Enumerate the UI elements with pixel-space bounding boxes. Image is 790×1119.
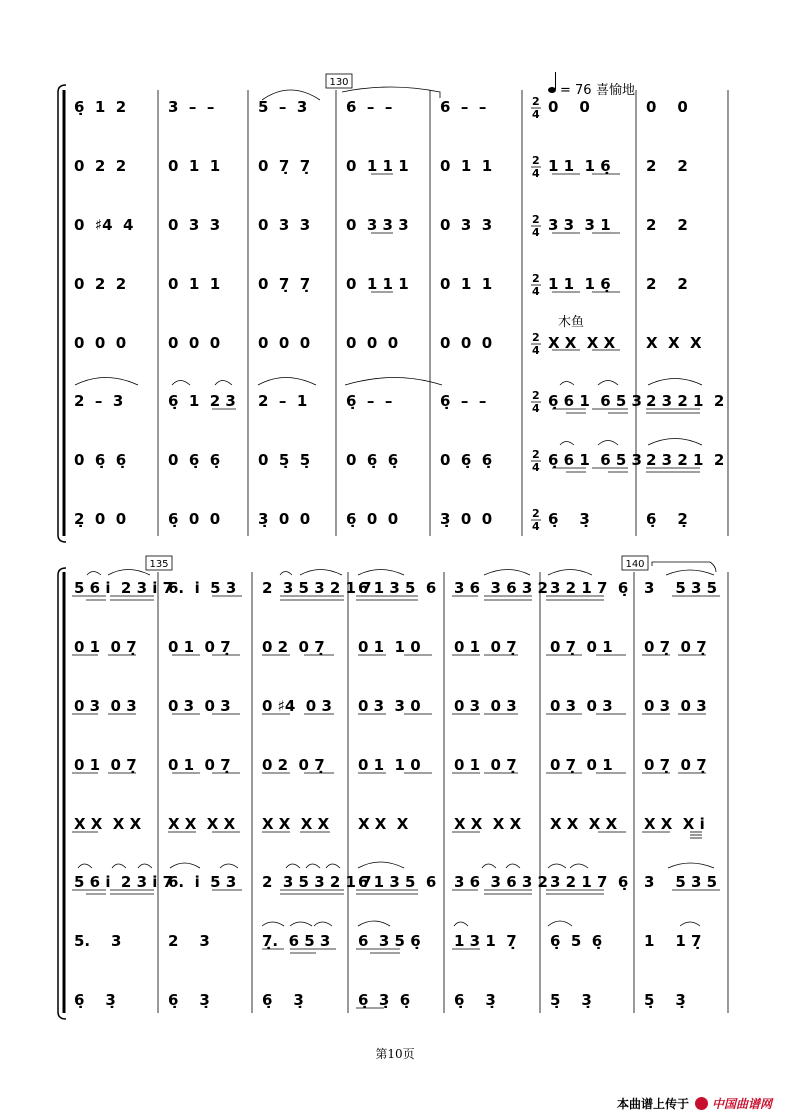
note-cell: 0 7̣ 0 7̣ [644, 756, 707, 774]
note-cell: 6̣ 3̣ [262, 991, 304, 1009]
note-cell: 6̣ 1 2 [74, 98, 127, 116]
time-signature-bottom: 4 [532, 108, 540, 121]
site-logo-icon [695, 1097, 708, 1110]
note-cell: 0 1 1 [440, 275, 493, 293]
note-cell: 0 3 0 3 [454, 697, 517, 715]
note-cell: 3 5 3 5 [644, 873, 718, 891]
time-signature-top: 2 [532, 448, 540, 461]
note-cell: 0 0 0 [258, 334, 311, 352]
note-cell: 5 – 3 [258, 98, 308, 116]
note-cell: X X X X [548, 334, 616, 352]
note-cell: 6̣ 0 0 [168, 510, 221, 528]
note-cell: 0 1 0 7̣ [168, 756, 231, 774]
note-cell: 6 3 5 6̣ [358, 932, 421, 950]
time-signature-bottom: 4 [532, 344, 540, 357]
note-cell: 2 3 [168, 932, 210, 950]
note-cell: 6̣ 3̣ [168, 991, 210, 1009]
time-signature-top: 2 [532, 507, 540, 520]
time-signature-top: 2 [532, 213, 540, 226]
instrument-label-muyu: 木鱼 [558, 315, 585, 330]
note-cell: 0 5̣ 5̣ [258, 451, 311, 469]
note-cell: 0 7̣ 0 1 [550, 638, 613, 656]
note-cell: 0 1 0 7̣ [454, 756, 517, 774]
note-cell: X X X X [262, 815, 330, 833]
note-cell: 0 7̣ 7̣ [258, 275, 311, 293]
note-cell: 3 3 3 1 [548, 216, 611, 234]
note-cell: 0 1 1 0 [358, 756, 421, 774]
note-cell: 6̣ 1 2 3 [168, 392, 236, 410]
system-1 [58, 85, 728, 542]
note-cell: 6̣ 0 0 [346, 510, 399, 528]
note-cell: 0 1 1 [440, 157, 493, 175]
measure-number-130: 130 [329, 77, 349, 88]
note-cell: 5̣ 3̣ [550, 991, 592, 1009]
note-cell: 6 – – [346, 98, 393, 116]
note-cell: 5̣ 3̣ [644, 991, 686, 1009]
tempo-mark: = 76 [560, 83, 592, 98]
note-cell: 0 7̣ 7̣ [258, 157, 311, 175]
note-cell: 2 2 [646, 157, 688, 175]
note-cell: 6. i 5 3 [168, 579, 237, 597]
note-cell: 2 3 2 1 2 [646, 392, 725, 410]
system-2 [58, 562, 728, 1019]
site-prefix: 本曲谱上传于 [616, 1097, 689, 1111]
time-signature-bottom: 4 [532, 461, 540, 474]
note-cell: 0 3 3 0 [358, 697, 421, 715]
measure-number-135: 135 [149, 559, 169, 570]
note-cell: 1 1 7̣ [644, 932, 702, 950]
note-cell: 5. 3 [74, 932, 122, 950]
note-cell: 2 – 1 [258, 392, 308, 410]
note-cell: 0 3 0 3 [74, 697, 137, 715]
note-cell: 0 0 0 [168, 334, 221, 352]
note-cell: X X X X [168, 815, 236, 833]
note-cell: 0 1 0 7̣ [168, 638, 231, 656]
note-cell: 2 3 5 3 2 1 7 [262, 873, 372, 891]
note-cell: X X X X [550, 815, 618, 833]
note-cell: X X X X [74, 815, 142, 833]
note-cell: 6̣ 6 1 6 5 3 [548, 451, 642, 469]
note-cell: 2 3 2 1 2 [646, 451, 725, 469]
note-cell: 0 1 1 0 [358, 638, 421, 656]
note-cell: 1 1 1 6̣ [548, 275, 611, 293]
note-cell: 6̣ 6 1 6 5 3 [548, 392, 642, 410]
note-cell: 6̣ 3̣ 6̣ [358, 991, 411, 1009]
time-signature-bottom: 4 [532, 226, 540, 239]
time-signature-top: 2 [532, 389, 540, 402]
note-cell: 3 6 3 6 3 2 [454, 873, 548, 891]
note-cell: 0 1 1 [168, 275, 221, 293]
note-cell: 2̣ 0 0 [74, 510, 127, 528]
note-cell: 6 1 3 5 6 [358, 873, 437, 891]
note-cell: 2 3 5 3 2 1 7 [262, 579, 372, 597]
note-cell: 2 2 [646, 275, 688, 293]
note-cell: 0 1 0 7̣ [454, 638, 517, 656]
note-cell: 0 ♯4 4 [74, 216, 134, 234]
tempo-expression: 喜愉地 [596, 83, 636, 98]
time-signature-top: 2 [532, 95, 540, 108]
note-cell: 1 3 1 7̣ [454, 932, 517, 950]
note-cell: X X X X [454, 815, 522, 833]
note-cell: 0 7̣ 0 7̣ [644, 638, 707, 656]
note-cell: X X X [646, 334, 702, 352]
time-signature-bottom: 4 [532, 167, 540, 180]
note-cell: 0 3 0 3 [168, 697, 231, 715]
note-cell: 0 3 0 3 [550, 697, 613, 715]
note-cell: 0 1 1 1 [346, 275, 409, 293]
note-cell: 5 6 i 2 3 i 7 [74, 873, 174, 891]
note-cell: 0 3 0 3 [644, 697, 707, 715]
note-cell: 0 0 [646, 98, 688, 116]
note-cell: 6̣ 3̣ [548, 510, 590, 528]
note-cell: 0 3 3 [258, 216, 311, 234]
note-cell: 0 3 3 3 [346, 216, 409, 234]
time-signature-top: 2 [532, 154, 540, 167]
measure-number-140: 140 [625, 559, 645, 570]
note-cell: 1 1 1 6̣ [548, 157, 611, 175]
note-cell: 0 2 2 [74, 275, 127, 293]
note-cell: 7̣. 6 5 3 [262, 932, 331, 950]
time-signature-bottom: 4 [532, 285, 540, 298]
tempo-marking [548, 72, 635, 98]
note-cell: 3̣ 0 0 [440, 510, 493, 528]
note-cell: 6̣ 3̣ [454, 991, 496, 1009]
note-cell: 0 0 0 [346, 334, 399, 352]
note-cell: 0 1 0 7̣ [74, 638, 137, 656]
time-signature-top: 2 [532, 272, 540, 285]
note-cell: 6̣ – – [346, 392, 393, 410]
note-cell: 2 – 3 [74, 392, 124, 410]
note-cell: 6̣ 3̣ [74, 991, 116, 1009]
note-cell: 6 1 3 5 6 [358, 579, 437, 597]
note-cell: 6 – – [440, 98, 487, 116]
notes-layer [74, 95, 724, 1009]
note-cell: 0 6̣ 6̣ [346, 451, 399, 469]
note-cell: 0 0 0 [74, 334, 127, 352]
note-cell: 6̣ – – [440, 392, 487, 410]
note-cell: 3 6 3 6 3 2 [454, 579, 548, 597]
note-cell: 0 6̣ 6̣ [74, 451, 127, 469]
note-cell: 0 1 1 1 [346, 157, 409, 175]
note-cell: 0 0 [548, 98, 590, 116]
note-cell: 0 1 1 [168, 157, 221, 175]
note-cell: 0 2 0 7̣ [262, 756, 325, 774]
note-cell: X X X [358, 815, 409, 833]
note-cell: 3 2 1 7 6̣ [550, 579, 629, 597]
note-cell: 6̣ 2̣ [646, 510, 688, 528]
note-cell: 0 0 0 [440, 334, 493, 352]
site-brand: 中国曲谱网 [711, 1097, 772, 1111]
note-cell: 0 2 0 7̣ [262, 638, 325, 656]
site-watermark [617, 1095, 772, 1112]
time-signature-bottom: 4 [532, 402, 540, 415]
note-cell: 3 2 1 7 6̣ [550, 873, 629, 891]
note-cell: 6. i 5 3 [168, 873, 237, 891]
note-cell: 0 6̣ 6̣ [168, 451, 221, 469]
note-cell: 5 6 i 2 3 i 7 [74, 579, 174, 597]
note-cell: 0 ♯4 0 3 [262, 697, 332, 715]
note-cell: 6̣ 5 6̣ [550, 932, 603, 950]
note-cell: X X X i [644, 815, 705, 833]
note-cell: 0 6̣ 6̣ [440, 451, 493, 469]
time-signature-top: 2 [532, 331, 540, 344]
note-cell: 0 1 0 7̣ [74, 756, 137, 774]
note-cell: 2 2 [646, 216, 688, 234]
note-cell: 3̣ 0 0 [258, 510, 311, 528]
time-signature-bottom: 4 [532, 520, 540, 533]
note-cell: 3 – – [168, 98, 215, 116]
page-number: 第10页 [375, 1047, 415, 1061]
note-cell: 0 3 3 [168, 216, 221, 234]
note-cell: 3 5 3 5 [644, 579, 718, 597]
note-cell: 0 3 3 [440, 216, 493, 234]
note-cell: 0 2 2 [74, 157, 127, 175]
note-cell: 0 7̣ 0 1 [550, 756, 613, 774]
